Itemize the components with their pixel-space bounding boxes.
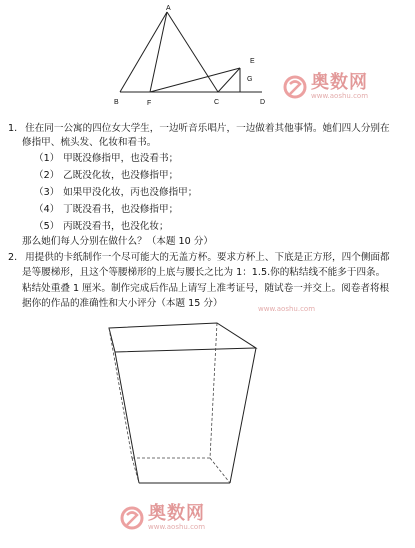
label-D: D bbox=[260, 99, 266, 106]
condition-3 bbox=[34, 186, 197, 200]
watermark-title: 奥数网 bbox=[311, 72, 368, 93]
watermark-url-2: www.aoshu.com bbox=[148, 523, 206, 531]
condition-4 bbox=[34, 203, 178, 217]
watermark-url: www.aoshu.com bbox=[311, 92, 369, 100]
triangle-diagram bbox=[110, 0, 270, 115]
condition-1-text: 甲既没修指甲，也没看书； bbox=[63, 153, 179, 164]
problem2-line3: 粘结处重叠 1 厘米。制作完成后作品上请写上准考证号，随试卷一并交上。阅卷者将根 bbox=[22, 283, 390, 294]
aoshu-logo-icon-2 bbox=[120, 506, 144, 530]
condition-4-text: 丁既没看书，也没修指甲； bbox=[63, 204, 179, 215]
problem1-line1 bbox=[8, 122, 390, 136]
label-F: F bbox=[147, 100, 152, 107]
watermark-bottom bbox=[120, 505, 205, 531]
condition-2-text: 乙既没化妆，也没修指甲； bbox=[63, 170, 179, 181]
aoshu-logo-icon bbox=[283, 75, 307, 99]
cup-figure bbox=[105, 318, 265, 490]
condition-1 bbox=[34, 152, 178, 166]
condition-2-num: （2） bbox=[34, 170, 60, 181]
frustum-diagram bbox=[105, 318, 265, 490]
label-C: C bbox=[214, 99, 220, 106]
watermark-title-2: 奥数网 bbox=[148, 503, 205, 524]
problem2-number: 2. bbox=[8, 252, 18, 263]
problem1-number: 1. bbox=[8, 123, 18, 134]
label-A: A bbox=[166, 5, 171, 12]
condition-2 bbox=[34, 169, 178, 183]
problem2-line2: 是等腰梯形，且这个等腰梯形的上底与腰长之比为 1：1.5.你的粘结线不能多于四条。 bbox=[22, 267, 386, 278]
problem1-question: 那么她们每人分别在做什么？（本题 10 分） bbox=[22, 236, 213, 247]
problem2-line4: 据你的作品的准确性和大小评分（本题 15 分） bbox=[22, 298, 223, 309]
problem1-line2: 修指甲、梳头发、化妆和看书。 bbox=[22, 137, 157, 148]
condition-4-num: （4） bbox=[34, 204, 60, 215]
problem2-line1 bbox=[8, 251, 390, 265]
watermark-top bbox=[283, 74, 368, 100]
watermark-mid-url: www.aoshu.com bbox=[258, 305, 316, 313]
problem2-text1: 用提供的卡纸制作一个尽可能大的无盖方杯。要求方杯上、下底是正方形，四个侧面都 bbox=[25, 252, 390, 263]
condition-3-num: （3） bbox=[34, 187, 60, 198]
condition-5-text: 丙既没看书，也没化妆； bbox=[63, 221, 169, 232]
geometry-figure bbox=[110, 0, 270, 115]
label-G: G bbox=[247, 76, 253, 83]
condition-5-num: （5） bbox=[34, 221, 60, 232]
condition-3-text: 如果甲没化妆，丙也没修指甲； bbox=[63, 187, 198, 198]
condition-5 bbox=[34, 220, 169, 234]
condition-1-num: （1） bbox=[34, 153, 60, 164]
label-E: E bbox=[250, 58, 255, 65]
problem1-text1: 住在同一公寓的四位女大学生，一边听音乐唱片，一边做着其他事情。她们四人分别在 bbox=[25, 123, 390, 134]
label-B: B bbox=[114, 99, 119, 106]
